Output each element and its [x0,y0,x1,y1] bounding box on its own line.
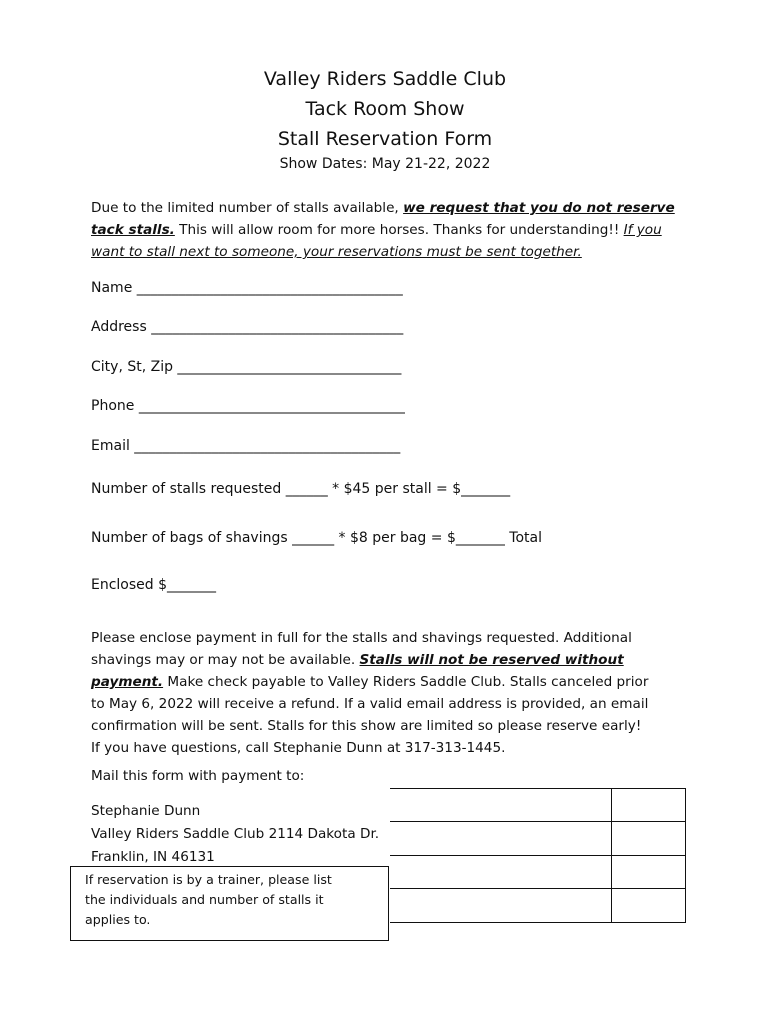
mail-intro: Mail this form with payment to: [91,768,305,784]
stalls-requested-field[interactable]: Number of stalls requested ______ * $45 per stall = $_______ [91,481,511,497]
show-title: Tack Room Show [305,98,465,120]
notice-emphasis: tack stalls. [91,222,175,238]
grid-line [390,888,686,889]
name-field[interactable]: Name ______________________________________ [91,280,403,296]
city-state-zip-field[interactable]: City, St, Zip ________________________________ [91,359,402,375]
shavings-field[interactable]: Number of bags of shavings ______ * $8 per bag = $_______ Total [91,530,543,546]
grid-line [685,788,686,922]
trainer-note-text [85,870,332,930]
mail-city: Franklin, IN 46131 [91,849,215,865]
notice-text: Due to the limited number of stalls available, [91,200,404,216]
notice-italic: want to stall next to someone, your reservations must be sent together. [91,244,582,260]
payment-text: Make check payable to Valley Riders Saddle Club. Stalls canceled prior [163,674,649,690]
notice-emphasis: we request that you do not reserve [403,200,675,216]
notice-paragraph [91,197,691,263]
payment-paragraph [91,627,691,759]
grid-line [611,788,612,922]
notice-italic: If you [623,222,662,238]
payment-emphasis: Stalls will not be reserved without [359,652,624,668]
trainer-note-line: If reservation is by a trainer, please list [85,872,332,887]
trainer-note-line: the individuals and number of stalls it [85,892,324,907]
payment-line: Please enclose payment in full for the stalls and shavings requested. Additional [91,630,632,646]
payment-text: shavings may or may not be available. [91,652,360,668]
trainer-note-box [70,866,389,941]
club-title: Valley Riders Saddle Club [263,68,507,90]
grid-line [390,788,686,789]
payment-emphasis: payment. [91,674,164,690]
address-field[interactable]: Address ____________________________________ [91,319,404,335]
form-title: Stall Reservation Form [277,128,493,150]
payment-line: confirmation will be sent. Stalls for this show are limited so please reserve early! [91,718,642,734]
email-field[interactable]: Email ______________________________________ [91,438,401,454]
payment-line: If you have questions, call Stephanie Dunn at 317-313-1445. [91,740,506,756]
mail-address: Valley Riders Saddle Club 2114 Dakota Dr. [91,826,380,842]
payment-line: to May 6, 2022 will receive a refund. If a valid email address is provided, an email [91,696,649,712]
notice-text: This will allow room for more horses. Thanks for understanding!! [174,222,624,238]
phone-field[interactable]: Phone ______________________________________ [91,398,405,414]
grid-line [390,821,686,822]
show-dates: Show Dates: May 21-22, 2022 [279,156,491,172]
grid-line [390,922,686,923]
enclosed-field[interactable]: Enclosed $_______ [91,577,217,593]
grid-line [390,855,686,856]
mail-recipient: Stephanie Dunn [91,803,201,819]
trainer-note-line: applies to. [85,912,151,927]
